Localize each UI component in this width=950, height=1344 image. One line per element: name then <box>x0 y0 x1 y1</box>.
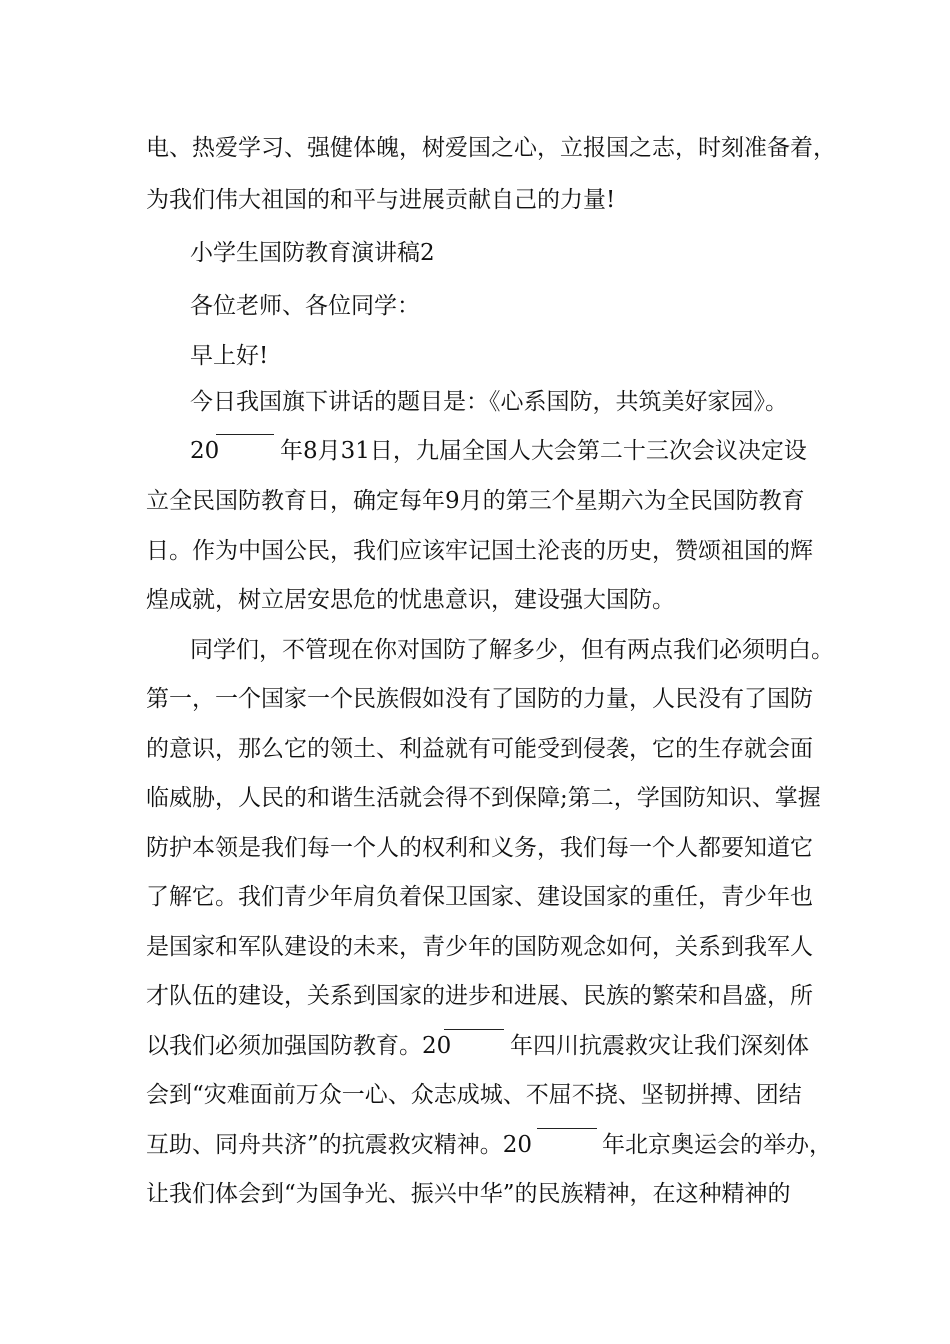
text-line <box>0 583 950 617</box>
line-text: 同学们，不管现在你对国防了解多少，但有两点我们必须明白。 <box>190 637 834 663</box>
line-text: 了解它。我们青少年肩负着保卫国家、建设国家的重任，青少年也 <box>146 884 813 910</box>
text-line <box>0 1078 950 1112</box>
text-line <box>0 385 950 419</box>
line-text: 立全民国防教育日，确定每年9月的第三个星期六为全民国防教育 <box>146 488 805 514</box>
line-text: 电、热爱学习、强健体魄，树爱国之心，立报国之志，时刻准备着， <box>146 135 836 161</box>
text-line <box>0 484 950 518</box>
line-text: 日。作为中国公民，我们应该牢记国土沦丧的历史，赞颂祖国的辉 <box>146 538 813 564</box>
line-text-after: 年四川抗震救灾让我们深刻体 <box>510 1033 809 1059</box>
line-text: 是国家和军队建设的未来，青少年的国防观念如何，关系到我军人 <box>146 934 813 960</box>
fill-in-blank <box>537 1128 597 1129</box>
line-text: 让我们体会到“为国争光、振兴中华”的民族精神，在这种精神的 <box>146 1181 791 1207</box>
line-text-after: 年北京奥运会的举办， <box>602 1132 832 1158</box>
line-text: 的意识，那么它的领土、利益就有可能受到侵袭，它的生存就会面 <box>146 736 813 762</box>
text-line <box>0 434 950 468</box>
text-line <box>0 930 950 964</box>
greeting-line <box>0 339 950 373</box>
text-line <box>0 682 950 716</box>
text-line <box>0 131 950 165</box>
text-line <box>0 1177 950 1211</box>
text-line <box>0 534 950 568</box>
line-text: 防护本领是我们每一个人的权利和义务，我们每一个人都要知道它 <box>146 835 813 861</box>
line-text: 早上好! <box>190 343 269 369</box>
line-text: 第一，一个国家一个民族假如没有了国防的力量，人民没有了国防 <box>146 686 813 712</box>
line-text-before: 互助、同舟共济”的抗震救灾精神。20 <box>146 1132 533 1158</box>
text-line <box>0 183 950 217</box>
fill-in-blank <box>444 1029 504 1030</box>
salutation-line <box>0 289 950 323</box>
line-text-before: 20 <box>190 438 220 464</box>
line-text: 会到“灾难面前万众一心、众志成城、不屈不挠、坚韧拼搏、团结 <box>146 1082 802 1108</box>
fill-in-blank <box>216 434 274 435</box>
line-text-before: 以我们必须加强国防教育。20 <box>146 1033 452 1059</box>
line-text: 煌成就，树立居安思危的忧患意识，建设强大国防。 <box>146 587 675 613</box>
text-line <box>0 1029 950 1063</box>
text-line <box>0 1128 950 1162</box>
text-line <box>0 633 950 667</box>
line-text: 临威胁，人民的和谐生活就会得不到保障;第二，学国防知识、掌握 <box>146 785 821 811</box>
line-text: 今日我国旗下讲话的题目是：《心系国防，共筑美好家园》。 <box>190 389 788 415</box>
line-text: 为我们伟大祖国的和平与进展贡献自己的力量! <box>146 187 616 213</box>
line-text: 各位老师、各位同学： <box>190 293 420 319</box>
heading-text: 小学生国防教育演讲稿2 <box>190 240 435 266</box>
line-text: 才队伍的建设，关系到国家的进步和进展、民族的繁荣和昌盛，所 <box>146 983 813 1009</box>
text-line <box>0 781 950 815</box>
text-line <box>0 831 950 865</box>
text-line <box>0 732 950 766</box>
text-line <box>0 880 950 914</box>
line-text-after: 年8月31日，九届全国人大会第二十三次会议决定设 <box>280 438 807 464</box>
text-line <box>0 979 950 1013</box>
section-heading <box>0 236 950 270</box>
